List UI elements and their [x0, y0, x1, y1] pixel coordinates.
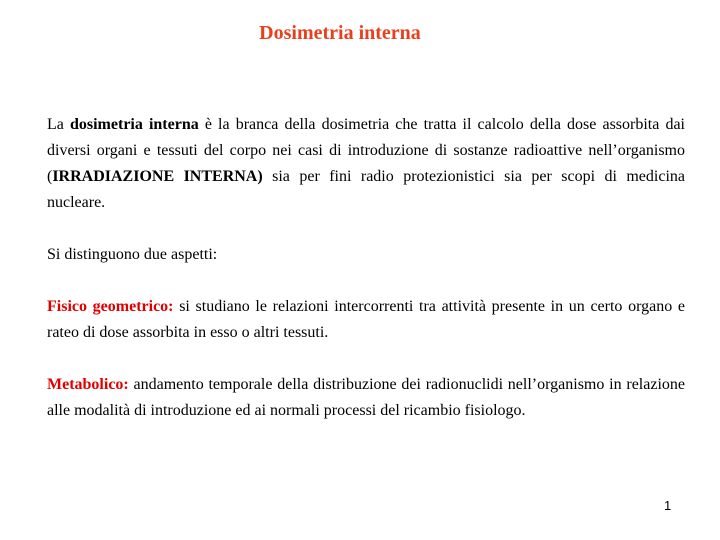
intro-text-3: sia per fini radio protezionistici sia per scopi di medicina nucleare.: [47, 168, 685, 211]
paragraph-spacer: [47, 346, 685, 372]
intro-text-2: è la branca della dosimetria che tratta il calcolo della dose assorbita dai diversi organi e tessuti del corpo nei casi di introduzione di sostanze radioattive nell’organismo (: [47, 116, 686, 185]
fisico-text: si studiano le relazioni intercorrenti tra attività presente in un certo organo e rateo di dose assorbita in esso o altri tessuti.: [47, 298, 686, 341]
metabolico-paragraph: [47, 372, 685, 424]
metabolico-text: andamento temporale della distribuzione dei radionuclidi nell’organismo in relazione alle modalità di introduzione ed ai normali processi del ricambio fisiologo.: [47, 376, 685, 419]
fisico-paragraph: [47, 294, 685, 346]
intro-bold-irradiazione: IRRADIAZIONE INTERNA): [52, 168, 263, 185]
intro-paragraph: [47, 112, 685, 216]
intro-text-1: La: [47, 116, 70, 133]
fisico-label: Fisico geometrico:: [47, 298, 174, 315]
slide-body: [47, 112, 685, 424]
intro-bold-term: dosimetria interna: [69, 116, 199, 133]
page-number: 1: [664, 498, 672, 513]
paragraph-spacer: [47, 268, 685, 294]
paragraph-spacer: [47, 216, 685, 242]
aspects-intro: Si distinguono due aspetti:: [47, 246, 218, 263]
metabolico-label: Metabolico:: [47, 376, 129, 393]
slide-title: Dosimetria interna: [259, 22, 421, 44]
